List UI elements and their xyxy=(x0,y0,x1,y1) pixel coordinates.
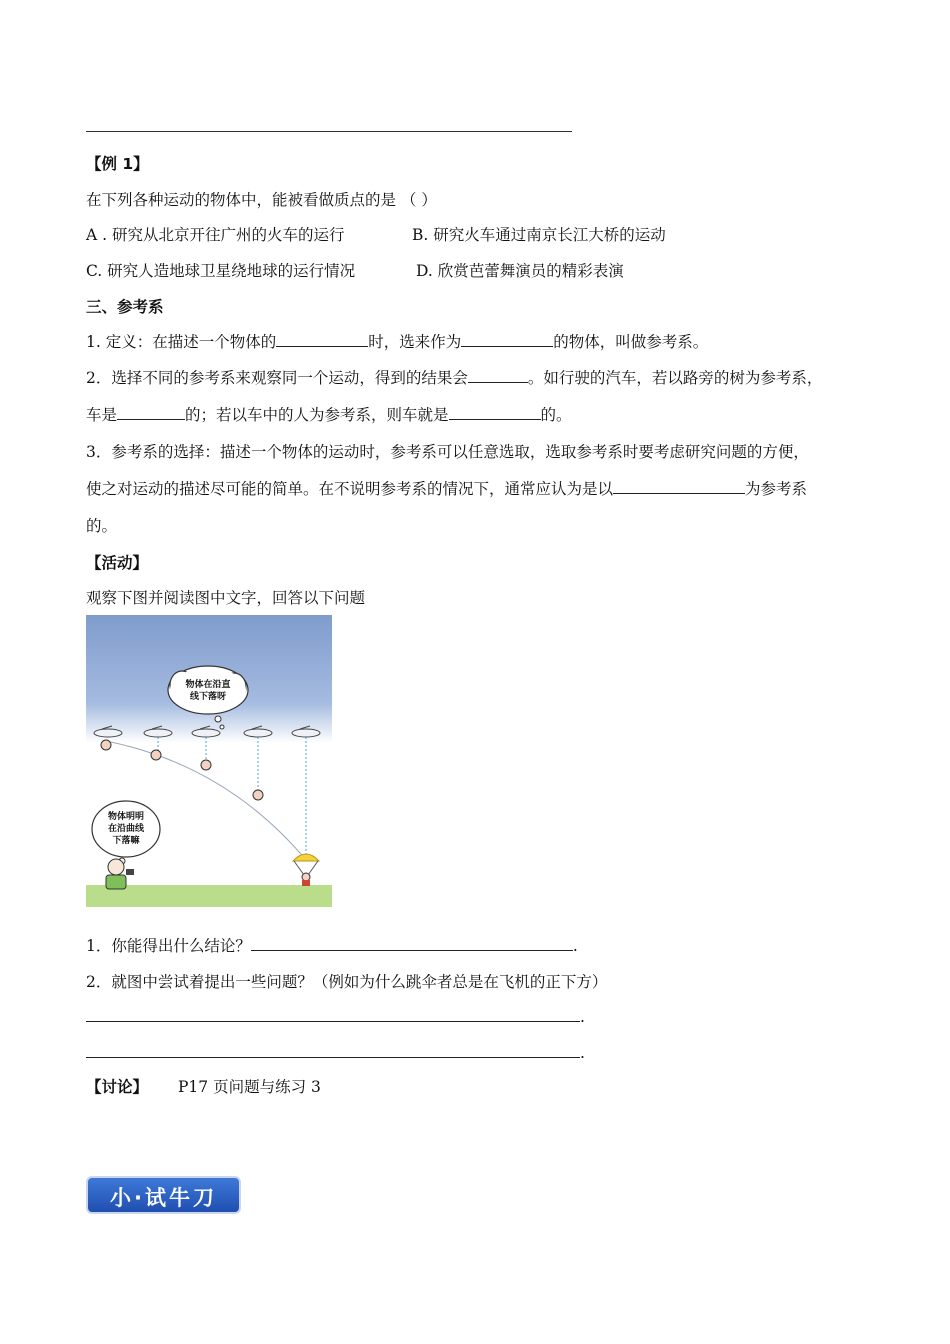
definition-text-1: 1. 定义：在描述一个物体的 xyxy=(86,333,277,351)
bubble-top-line2: 线下落呀 xyxy=(189,692,227,702)
bubble-top-line1: 物体在沿直 xyxy=(185,680,231,690)
item3-line1: 3．参考系的选择：描述一个物体的运动时，参考系可以任意选取，选取参考系时要考虑研究问题的方便， xyxy=(86,443,809,461)
item2-line1 xyxy=(86,366,822,388)
blank-field[interactable] xyxy=(468,367,528,383)
option-a: A . 研究从北京开往广州的火车的运行 xyxy=(86,226,345,244)
discussion-text: P17 页问题与练习 3 xyxy=(178,1078,321,1096)
item2-line2 xyxy=(86,403,572,425)
answer-line-2 xyxy=(86,1042,585,1062)
option-d: D. 欣赏芭蕾舞演员的精彩表演 xyxy=(416,262,624,280)
top-rule xyxy=(86,131,572,132)
question-1-end: . xyxy=(572,937,578,955)
item3-text-2: 为参考系 xyxy=(745,480,808,498)
bubble-bottom-line2: 在沿曲线 xyxy=(107,824,145,834)
answer-field[interactable] xyxy=(86,1006,580,1022)
item2-text-2: 。如行驶的汽车，若以路旁的树为参考系， xyxy=(527,369,823,387)
activity-instruction: 观察下图并阅读图中文字，回答以下问题 xyxy=(86,589,366,607)
banner-label: 小·试牛刀 xyxy=(110,1186,217,1210)
parachute-illustration xyxy=(86,615,332,907)
answer-field[interactable] xyxy=(86,1042,580,1058)
section-banner xyxy=(86,1176,241,1214)
item3-line2 xyxy=(86,477,807,499)
blank-field[interactable] xyxy=(461,331,553,347)
bubble-bottom-line3: 下落嘛 xyxy=(112,836,140,846)
option-b: B. 研究火车通过南京长江大桥的运动 xyxy=(412,226,666,244)
blank-field[interactable] xyxy=(276,331,368,347)
blank-field[interactable] xyxy=(613,478,745,494)
definition-text-2: 时，选来作为 xyxy=(368,333,462,351)
example-heading: 【例 1】 xyxy=(86,155,149,173)
question-2: 2．就图中尝试着提出一些问题？（例如为什么跳伞者总是在飞机的正下方） xyxy=(86,973,608,991)
question-1-text: 1．你能得出什么结论？ xyxy=(86,937,251,955)
bubble-bottom-line1: 物体明明 xyxy=(107,812,145,822)
item2-text-1: 2．选择不同的参考系来观察同一个运动，得到的结果会 xyxy=(86,369,468,387)
question-1 xyxy=(86,934,578,956)
answer-line-end: . xyxy=(580,1008,585,1026)
discussion-heading: 【讨论】 xyxy=(86,1078,149,1096)
example-question: 在下列各种运动的物体中，能被看做质点的是 （ ） xyxy=(86,191,437,209)
item2-text-5: 的。 xyxy=(540,406,572,424)
item2-text-3: 车是 xyxy=(86,406,118,424)
definition-line xyxy=(86,330,708,352)
section-heading: 三、参考系 xyxy=(86,298,164,316)
blank-field[interactable] xyxy=(117,404,185,420)
option-c: C. 研究人造地球卫星绕地球的运行情况 xyxy=(86,262,356,280)
blank-field[interactable] xyxy=(449,404,541,420)
answer-field[interactable] xyxy=(251,935,573,951)
activity-heading: 【活动】 xyxy=(86,554,149,572)
item2-text-4: 的；若以车中的人为参考系，则车就是 xyxy=(185,406,449,424)
item3-line3: 的。 xyxy=(86,517,118,535)
definition-text-3: 的物体，叫做参考系。 xyxy=(553,333,709,351)
item3-text-1: 使之对运动的描述尽可能的简单。在不说明参考系的情况下，通常应认为是以 xyxy=(86,480,614,498)
answer-line-end: . xyxy=(580,1044,585,1062)
answer-line-1 xyxy=(86,1006,585,1026)
illustration-svg xyxy=(86,615,332,907)
